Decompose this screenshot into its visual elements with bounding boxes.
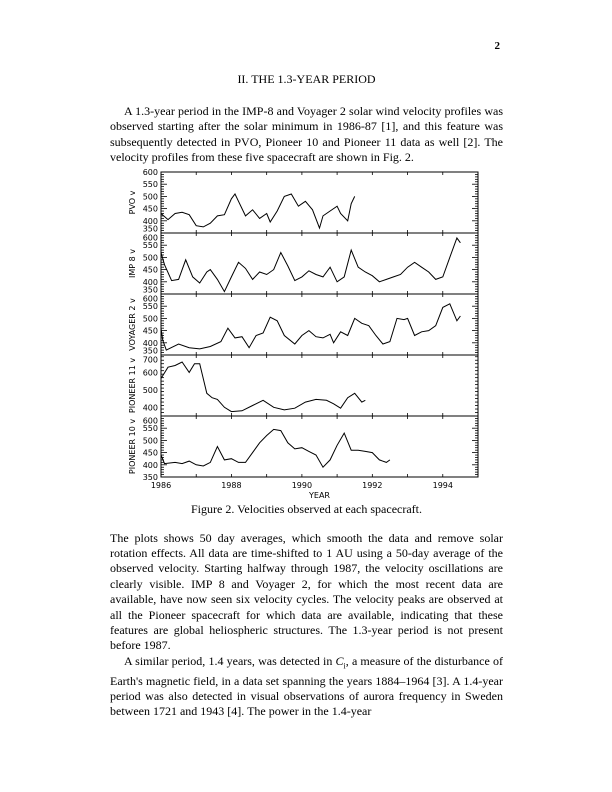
y-tick-label: 500 [142,253,158,263]
y-tick-label: 450 [142,448,158,458]
paragraph-similar-period [110,654,503,720]
x-tick-label: 1994 [432,480,453,490]
p3-post: , a measure of the disturbance of Earth's magnetic field, in a data set spanning the years 1884–1964 [3]. A 1.4-year period was also detected in visual observations of aurora frequency in Sweden between 1721 and 1943 [4]. The power in the 1.4-year [110,653,503,719]
panel-frame-pioneer-10 [161,416,478,477]
p3-pre: A similar period, 1.4 years, was detected in [124,653,336,668]
y-tick-label: 550 [142,423,158,433]
page-number: 2 [494,40,500,52]
y-tick-label: 600 [142,233,158,243]
figure-container [110,168,503,502]
series-line-pioneer-10 [161,429,390,467]
y-tick-label: 500 [142,192,158,202]
y-axis-label: VOYAGER 2 v [128,297,137,351]
series-line-pvo [161,194,355,228]
y-tick-label: 600 [142,416,158,426]
y-tick-label: 500 [142,385,158,395]
y-tick-label: 450 [142,204,158,214]
y-tick-label: 400 [142,338,158,348]
x-axis-label: YEAR [309,490,330,500]
y-tick-label: 600 [142,167,158,177]
y-axis-label: PIONEER 10 v [128,418,137,474]
y-tick-label: 550 [142,301,158,311]
panel-frame-imp-8 [161,233,478,294]
section-title: II. THE 1.3-YEAR PERIOD [237,72,376,86]
y-tick-label: 350 [142,472,158,482]
y-tick-label: 600 [142,368,158,378]
y-axis-label: PIONEER 11 v [128,357,137,413]
ci-subscript: i [343,661,346,671]
paragraph-intro: A 1.3-year period in the IMP-8 and Voyager 2 solar wind velocity profiles was observed starting after the solar minimum in 1986-87 [1], and this feature was subsequently detected in PVO, Pioneer 10 and Pioneer 11 data as well [2]. The velocity profiles from these five spacecraft are shown in Fig. 2. [110,104,503,165]
panel-frame-voyager-2 [161,294,478,355]
x-tick-label: 1988 [221,480,242,490]
y-tick-label: 400 [142,460,158,470]
y-tick-label: 350 [142,285,158,295]
y-tick-label: 700 [142,355,158,365]
series-line-voyager-2 [161,303,460,349]
y-tick-label: 450 [142,326,158,336]
y-tick-label: 550 [142,240,158,250]
x-tick-label: 1986 [150,480,172,490]
series-line-pioneer-11 [161,362,365,412]
y-tick-label: 350 [142,346,158,356]
series-line-imp-8 [161,238,460,292]
x-tick-label: 1990 [291,480,313,490]
y-tick-label: 500 [142,436,158,446]
y-tick-label: 450 [142,265,158,275]
y-tick-label: 400 [142,216,158,226]
y-tick-label: 600 [142,294,158,304]
y-tick-label: 500 [142,314,158,324]
velocity-figure [0,168,612,502]
x-tick-label: 1992 [362,480,383,490]
y-axis-label: IMP 8 v [128,248,137,278]
y-tick-label: 550 [142,179,158,189]
y-tick-label: 400 [142,277,158,287]
figure-caption: Figure 2. Velocities observed at each spacecraft. [190,501,423,516]
panel-frame-pioneer-11 [161,355,478,416]
page-body [110,72,503,720]
y-tick-label: 350 [142,224,158,234]
ci-symbol: C [335,653,344,668]
paragraph-averages: The plots shows 50 day averages, which smooth the data and remove solar rotation effects. All data are time-shifted to 1 AU using a 50-day average of the observed velocity. Starting halfway through 1987, the velocity oscillations are clearly visible. IMP 8 and Voyager 2, for which the most recent data are available, have now seen six velocity cycles. The velocity peaks are observed at all the Pioneer spacecraft for which data are available, indicating that these features are global heliospheric structures. The 1.3-year period is not present before 1987. [110,530,503,653]
y-tick-label: 400 [142,402,158,412]
y-axis-label: PVO v [128,190,137,214]
